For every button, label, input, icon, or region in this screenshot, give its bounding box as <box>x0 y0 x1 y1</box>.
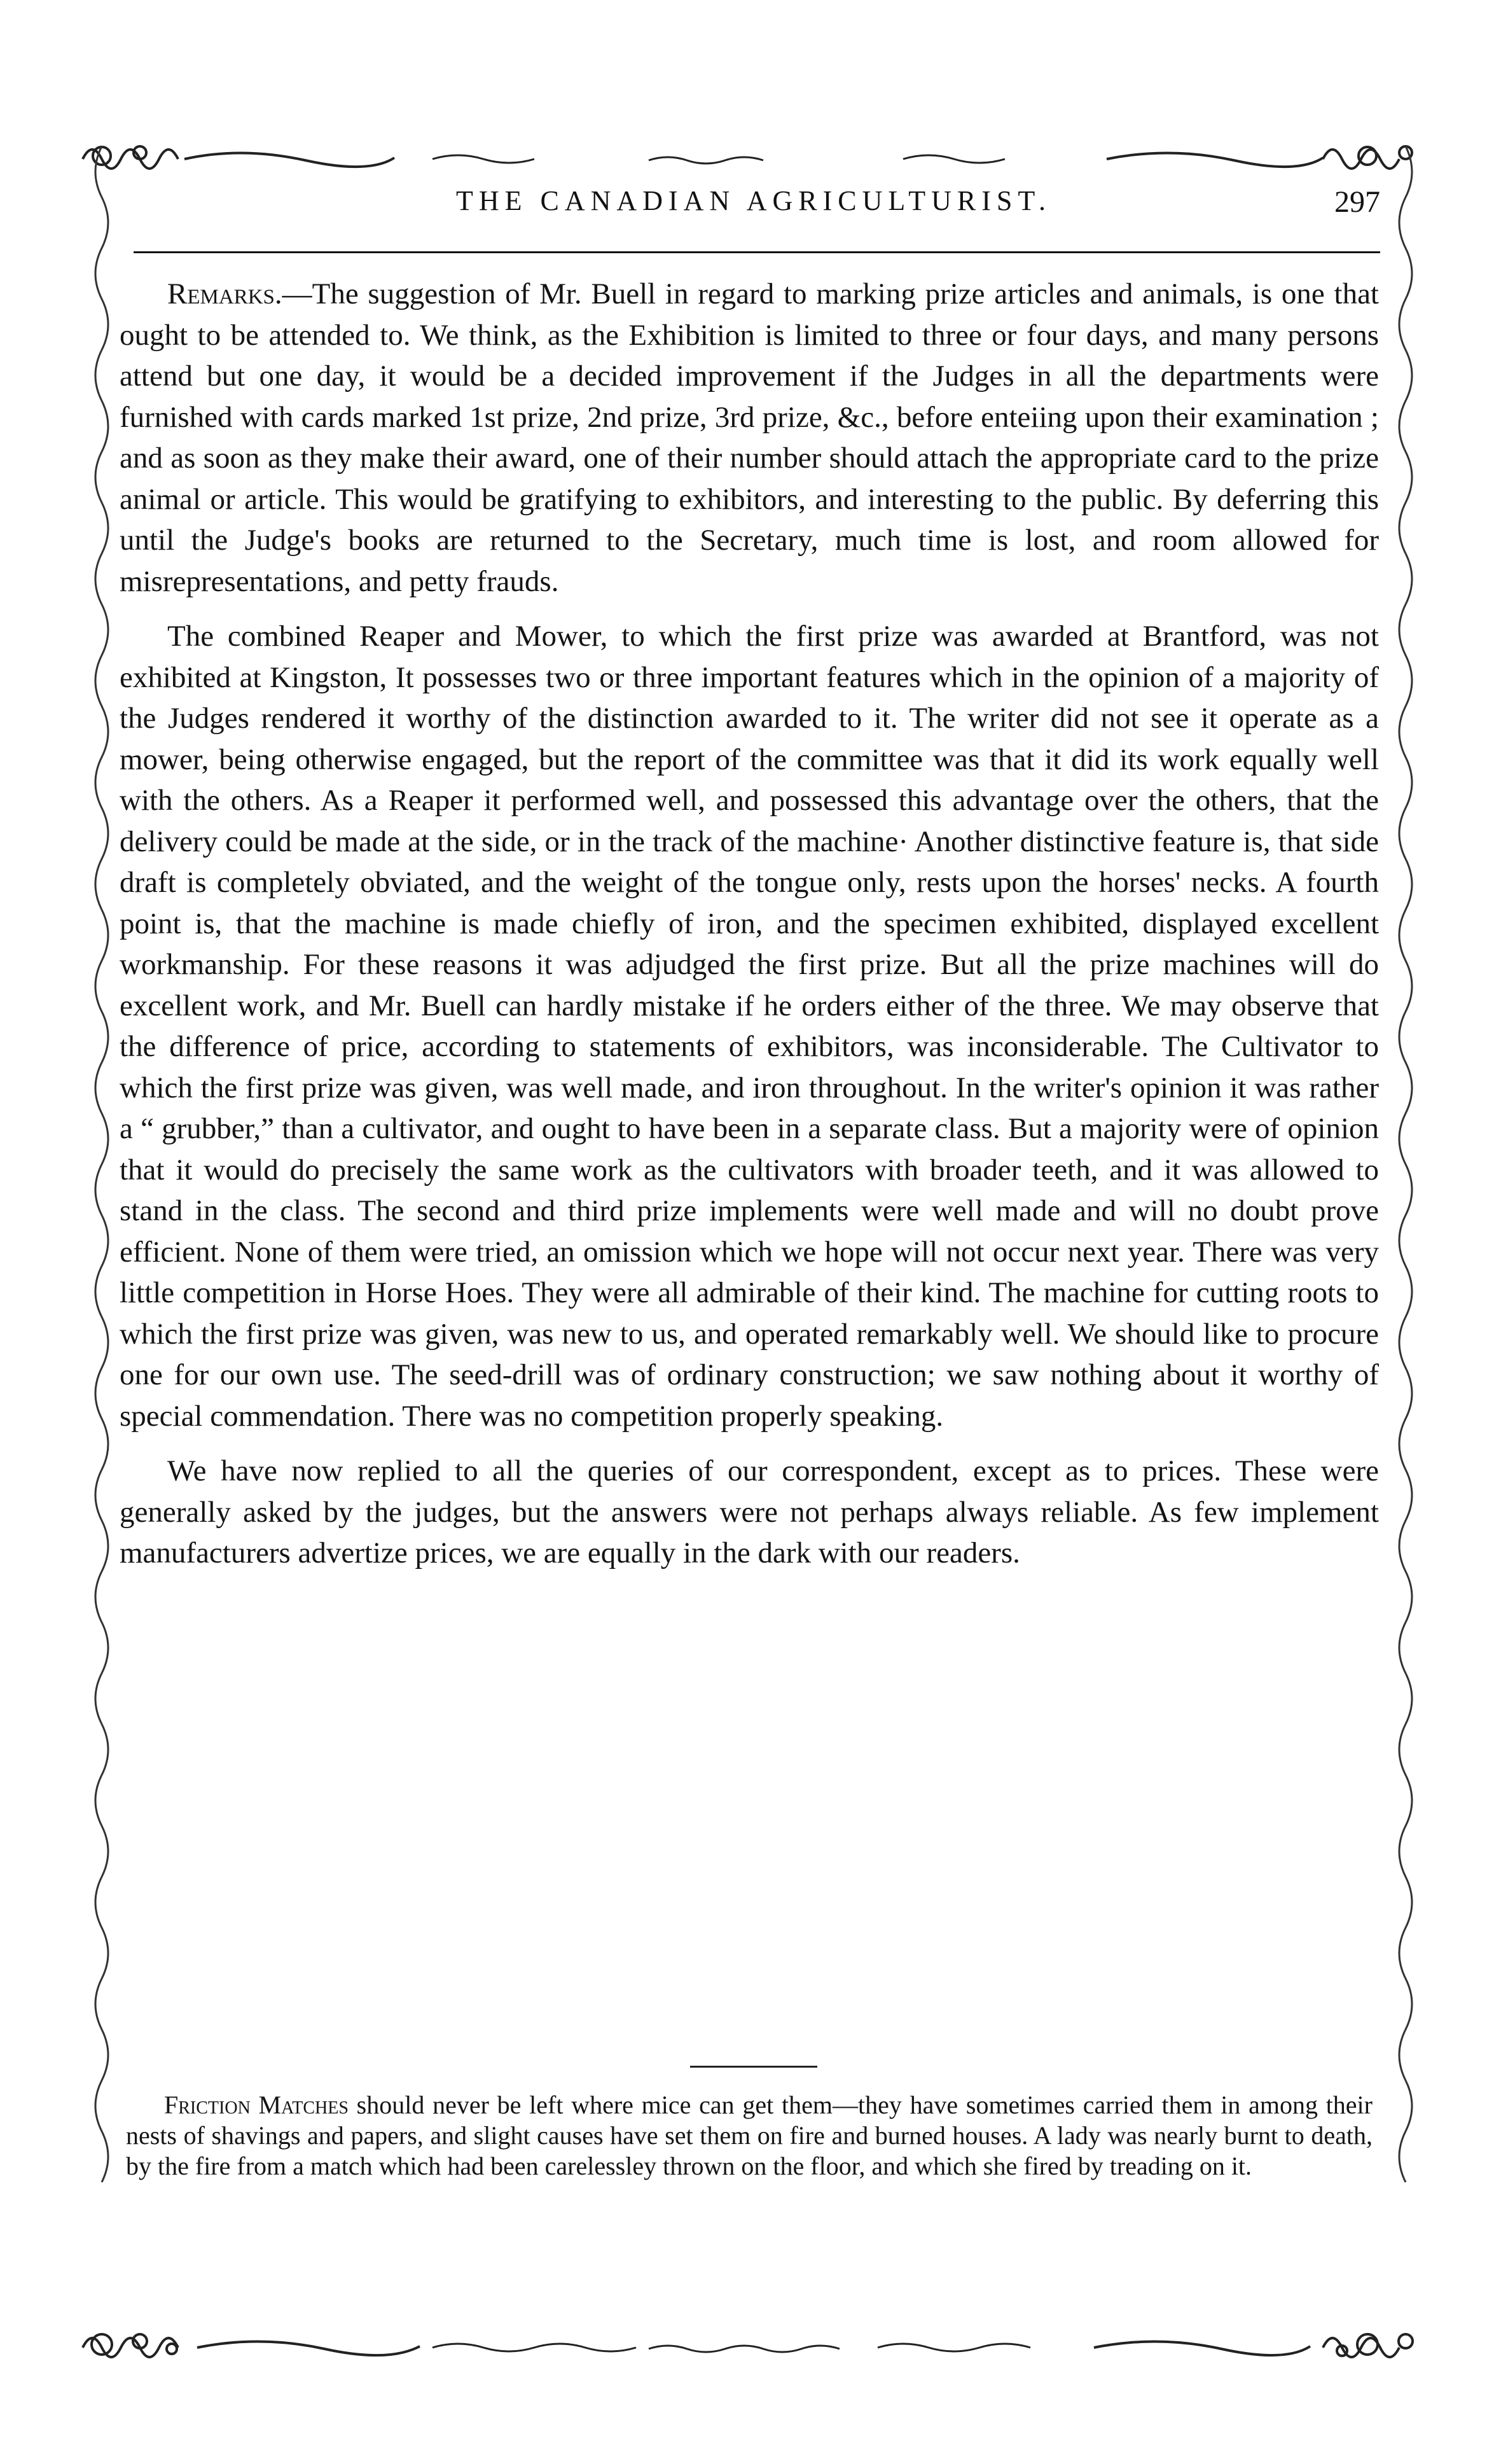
note-text: should never be left where mice can get them—they have sometimes carried them in among their nests of shavings and papers, and slight causes have set them on fire and burned houses. A lady was nearly burnt to death, by the fire from a match which had been carelessley thrown on the floor, and which she fired by treading on it. <box>126 2091 1373 2180</box>
paragraph-text: We have now replied to all the queries of our correspondent, except as to prices. These were generally asked by the judges, but the answers were not perhaps always reliable. As few implement manufacturers advertize prices, we are equally in the dark with our readers. <box>120 1454 1379 1570</box>
friction-matches-note <box>126 2090 1373 2182</box>
paragraph-lead: Remarks. <box>167 277 282 310</box>
header-rule <box>134 251 1380 253</box>
note-paragraph <box>126 2090 1373 2182</box>
article-paragraph <box>120 616 1379 1437</box>
note-lead: Friction Matches <box>164 2091 349 2119</box>
right-vine-ornament <box>1387 146 1425 2214</box>
page-number: 297 <box>1334 185 1380 219</box>
section-separator <box>690 2066 817 2068</box>
article-body <box>120 274 1379 1574</box>
paragraph-text: —The suggestion of Mr. Buell in regard to marking prize articles and animals, is one that ought to be attended to. We think, as the Exhibition is limited to three or four days, and many persons attend but one day, it would be a decided improvement if the Judges in all the departments were furnished with cards marked 1st prize, 2nd prize, 3rd prize, &c., before enteiing upon their examination ; and as soon as they make their award, one of their number should attach the appropriate card to the prize animal or article. This would be gratifying to exhibitors, and interesting to the public. By deferring this until the Judge's books are returned to the Secretary, much time is lost, and room allowed for misrepresentations, and petty frauds. <box>120 277 1379 598</box>
left-vine-ornament <box>83 146 121 2214</box>
article-paragraph <box>120 1451 1379 1574</box>
running-title: THE CANADIAN AGRICULTURIST. <box>456 185 1051 216</box>
paragraph-text: The combined Reaper and Mower, to which the first prize was awarded at Brantford, was not exhibited at Kingston, It possesses two or three important features which in the opinion of a majority of the Judges rendered it worthy of the distinction awarded to it. The writer did not see it operate as a mower, being otherwise engaged, but the report of the committee was that it did its work equally well with the others. As a Reaper it performed well, and possessed this advantage over the others, that the delivery could be made at the side, or in the track of the machine· Another distinctive feature is, that side draft is completely obviated, and the weight of the tongue only, rests upon the horses' necks. A fourth point is, that the machine is made chiefly of iron, and the specimen exhibited, displayed excellent workmanship. For these reasons it was adjudged the first prize. But all the prize machines will do excellent work, and Mr. Buell can hardly mistake if he orders either of the three. We may observe that the difference of price, according to statements of exhibitors, was inconsiderable. The Cultivator to which the first prize was given, was well made, and iron throughout. In the writer's opinion it was rather a “ grubber,” than a cultivator, and ought to have been in a separate class. But a majority were of opinion that it would do precisely the same work as the cultivators with broader teeth, and it was allowed to stand in the class. The second and third prize implements were well made and will no doubt prove efficient. None of them were tried, an omission which we hope will not occur next year. There was very little competition in Horse Hoes. They were all admirable of their kind. The machine for cutting roots to which the first prize was given, was new to us, and operated remarkably well. We should like to procure one for our own use. The seed-drill was of ordinary construction; we saw nothing about it worthy of special commendation. There was no competition properly speaking. <box>120 620 1379 1433</box>
article-paragraph <box>120 274 1379 602</box>
top-ornament <box>76 134 1431 178</box>
page-header <box>127 184 1380 229</box>
bottom-ornament <box>76 2316 1431 2373</box>
